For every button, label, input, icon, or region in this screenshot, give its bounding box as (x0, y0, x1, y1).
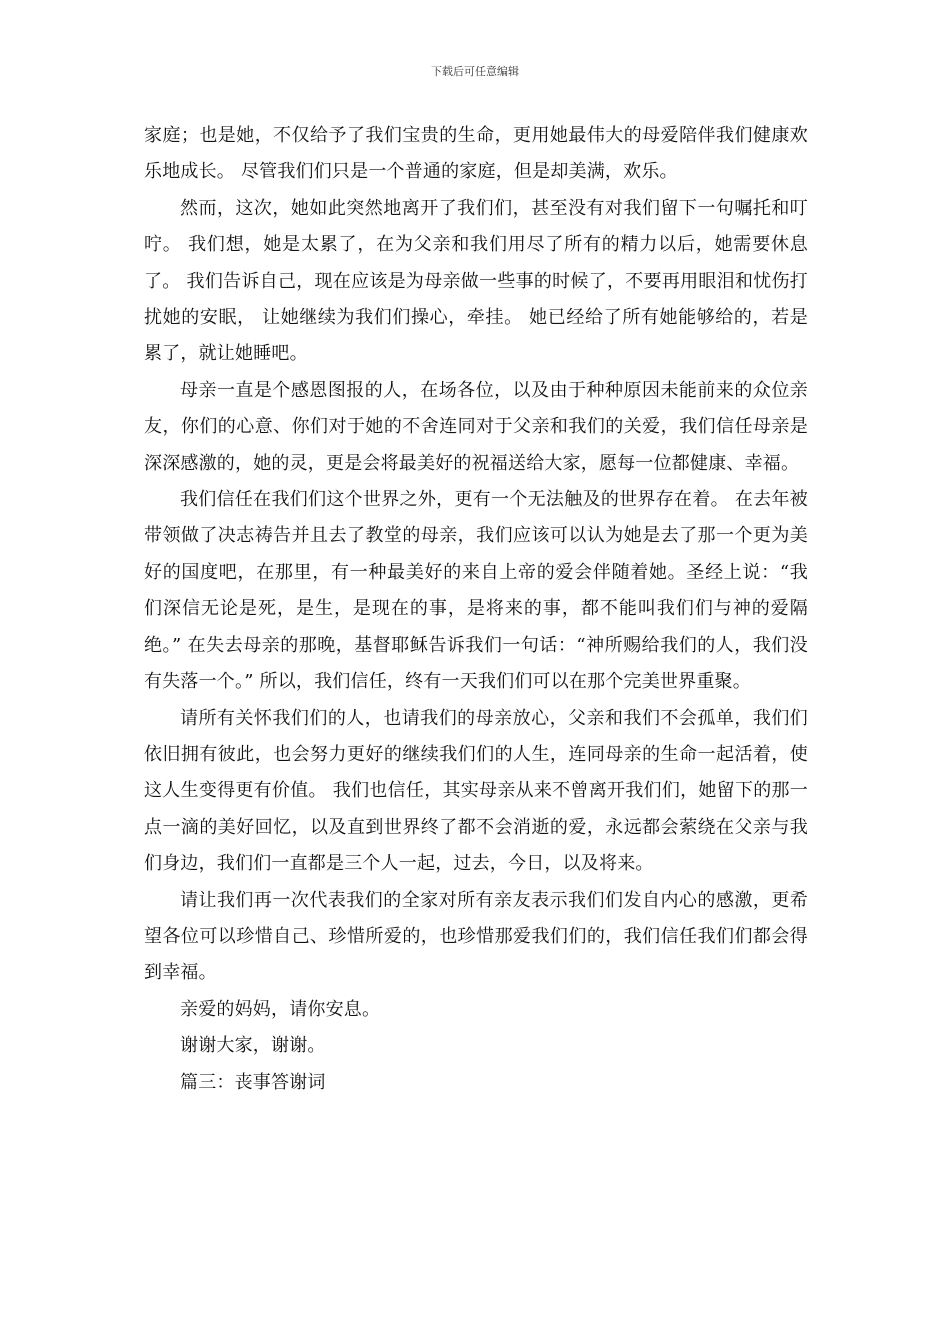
paragraph-4: 我们信任在我们们这个世界之外，更有一个无法触及的世界存在着。 在去年被带领做了决志祷告并且去了教堂的母亲，我们应该可以认为她是去了那一个更为美好的国度吧，在那里，有一种最美好的来自上帝的爱会伴随着她。圣经上说：“我们深信无论是死，是生，是现在的事，是将来的事，都不能叫我们们与神的爱隔绝。” 在失去母亲的那晚，基督耶稣告诉我们一句话：“神所赐给我们的人，我们没有失落一个。” 所以，我们信任，终有一天我们们可以在那个完美世界重聚。 (144, 489, 808, 693)
paragraph-2: 然而，这次，她如此突然地离开了我们们，甚至没有对我们留下一句嘱托和叮咛。 我们想，她是太累了，在为父亲和我们用尽了所有的精力以后，她需要休息了。 我们告诉自己，现在应该是为母亲做一些事的时候了，不要再用眼泪和忧伤打扰她的安眠， 让她继续为我们们操心，牵挂。 她已经给了所有她能够给的，若是累了，就让她睡吧。 (144, 197, 808, 365)
paragraph-6: 请让我们再一次代表我们的全家对所有亲友表示我们们发自内心的感激，更希望各位可以珍惜自己、珍惜所爱的，也珍惜那爱我们们的，我们信任我们们都会得到幸福。 (144, 889, 808, 984)
paragraph-5: 请所有关怀我们们的人，也请我们的母亲放心，父亲和我们不会孤单，我们们依旧拥有彼此，也会努力更好的继续我们们的人生，连同母亲的生命一起活着，使这人生变得更有价值。 我们也信任，其实母亲从来不曾离开我们们，她留下的那一点一滴的美好回忆，以及直到世界终了都不会消逝的爱，永远都会萦绕在父亲与我们身边，我们们一直都是三个人一起，过去，今日，以及将来。 (144, 707, 808, 875)
paragraph-8: 谢谢大家，谢谢。 (180, 1035, 326, 1057)
paragraph-7: 亲爱的妈妈，请你安息。 (180, 998, 381, 1020)
page-header-note: 下载后可任意编辑 (431, 65, 519, 78)
section-heading: 篇三：丧事答谢词 (180, 1071, 326, 1093)
paragraph-3: 母亲一直是个感恩图报的人，在场各位，以及由于种种原因未能前来的众位亲友，你们的心意、你们对于她的不舍连同对于父亲和我们的关爱，我们信任母亲是深深感激的，她的灵，更是会将最美好的祝福送给大家，愿每一位都健康、幸福。 (144, 379, 808, 474)
document-body (144, 118, 808, 1101)
paragraph-1: 家庭；也是她，不仅给予了我们宝贵的生命，更用她最伟大的母爱陪伴我们健康欢乐地成长。 尽管我们们只是一个普通的家庭，但是却美满，欢乐。 (144, 125, 808, 183)
